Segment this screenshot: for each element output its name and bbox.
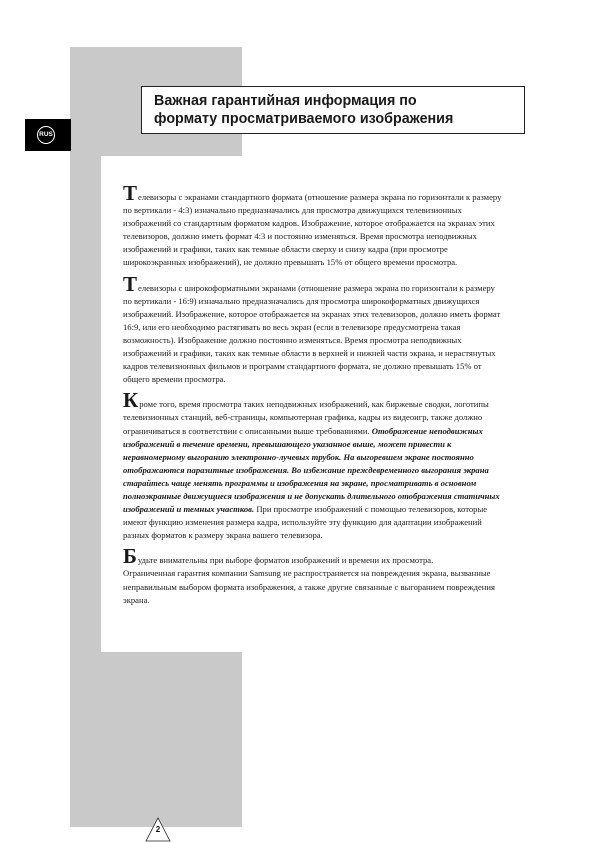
paragraph-4 [123, 544, 526, 606]
content-panel [101, 156, 540, 652]
paragraph-text: елевизоры с экранами стандартного формата (отношение размера экрана по горизонтали к размеру по вертикали - 4:3) изначально предназначались для просмотра движущихся телевизионных изображений со стандартным форматом кадров. Изображение, которое отображается на экранах этих телевизоров, должно иметь формат 4:3 и постоянно изменяться. Время просмотра неподвижных изображений и графики, таких как темные области сверху и снизу кадра (при просмотре широкоэкранных изображений), не должно превышать 15% от общего времени просмотра. [123, 192, 502, 268]
paragraph-text: елевизоры с широкоформатными экранами (отношение размера экрана по горизонтали к размеру по вертикали - 16:9) изначально предназначались для просмотра широкоформатных движущихся изображений. Изображение, которое отображается на экранах этих телевизоров, должно иметь формат 16:9, или его необходимо растягивать во весь экран (если в телевизоре предусмотрена такая возможность). Изображение должно постоянно изменяться. Время просмотра неподвижных изображений и графики, таких как темные области в верхней и нижней части экрана, и нерастянутых кадров телевизионных фильмов и программ стандартного формата, не должно превышать 15% от общего времени просмотра. [123, 282, 501, 385]
drop-cap: Б [123, 544, 137, 569]
language-badge: RUS [37, 126, 55, 144]
paragraph-text: роме того, время просмотра таких неподвижных изображений, как биржевые сводки, логотипы телевизионных станций, веб-страницы, компьютерная графика, кадры из видеоигр, также должно ограничиваться в соответствии с описанными выше требованиями. [123, 399, 489, 436]
section-title-line-1: Важная гарантийная информация по [154, 93, 417, 109]
drop-cap: К [123, 388, 139, 413]
paragraph-text: При просмотре изображений с помощью телевизоров, которые имеют функцию изменения размера кадра, используйте эту функцию для адаптации изображений разных форматов к размеру экрана вашего телевизора. [123, 504, 488, 541]
drop-cap: Т [123, 271, 138, 296]
paragraph-text: удьте внимательны при выборе форматов изображений и времени их просмотра. Ограниченная гарантия компании Samsung не распространяется на повреждения экрана, вызванные неправильным выбором формата изображения, а также другие связанные с выгоранием повреждения экрана. [123, 555, 495, 605]
page-number: 2 [155, 825, 161, 834]
section-title-box [141, 86, 525, 134]
language-tab [25, 119, 71, 151]
drop-cap: Т [123, 181, 138, 205]
paragraph-1 [123, 181, 526, 270]
paragraph-3 [123, 388, 526, 542]
paragraph-2 [123, 271, 526, 387]
page-number-badge [144, 815, 172, 843]
section-title-line-2: формату просматриваемого изображения [154, 111, 454, 127]
paragraph-emphasis-text: Отображение неподвижных изображений в течение времени, превышающего указанное выше, может привести к неравномерному выгоранию электронно-лучевых трубок. На выгоревшем экране постоянно отображаются паразитные изображения. Во избежание преждевременного выгорания экрана старайтесь чаще менять программы и изображения на экране, просматривать в основном полноэкранные движущиеся изображения и не допускать длительного отображения статичных изображений и темных участков. [123, 425, 500, 515]
